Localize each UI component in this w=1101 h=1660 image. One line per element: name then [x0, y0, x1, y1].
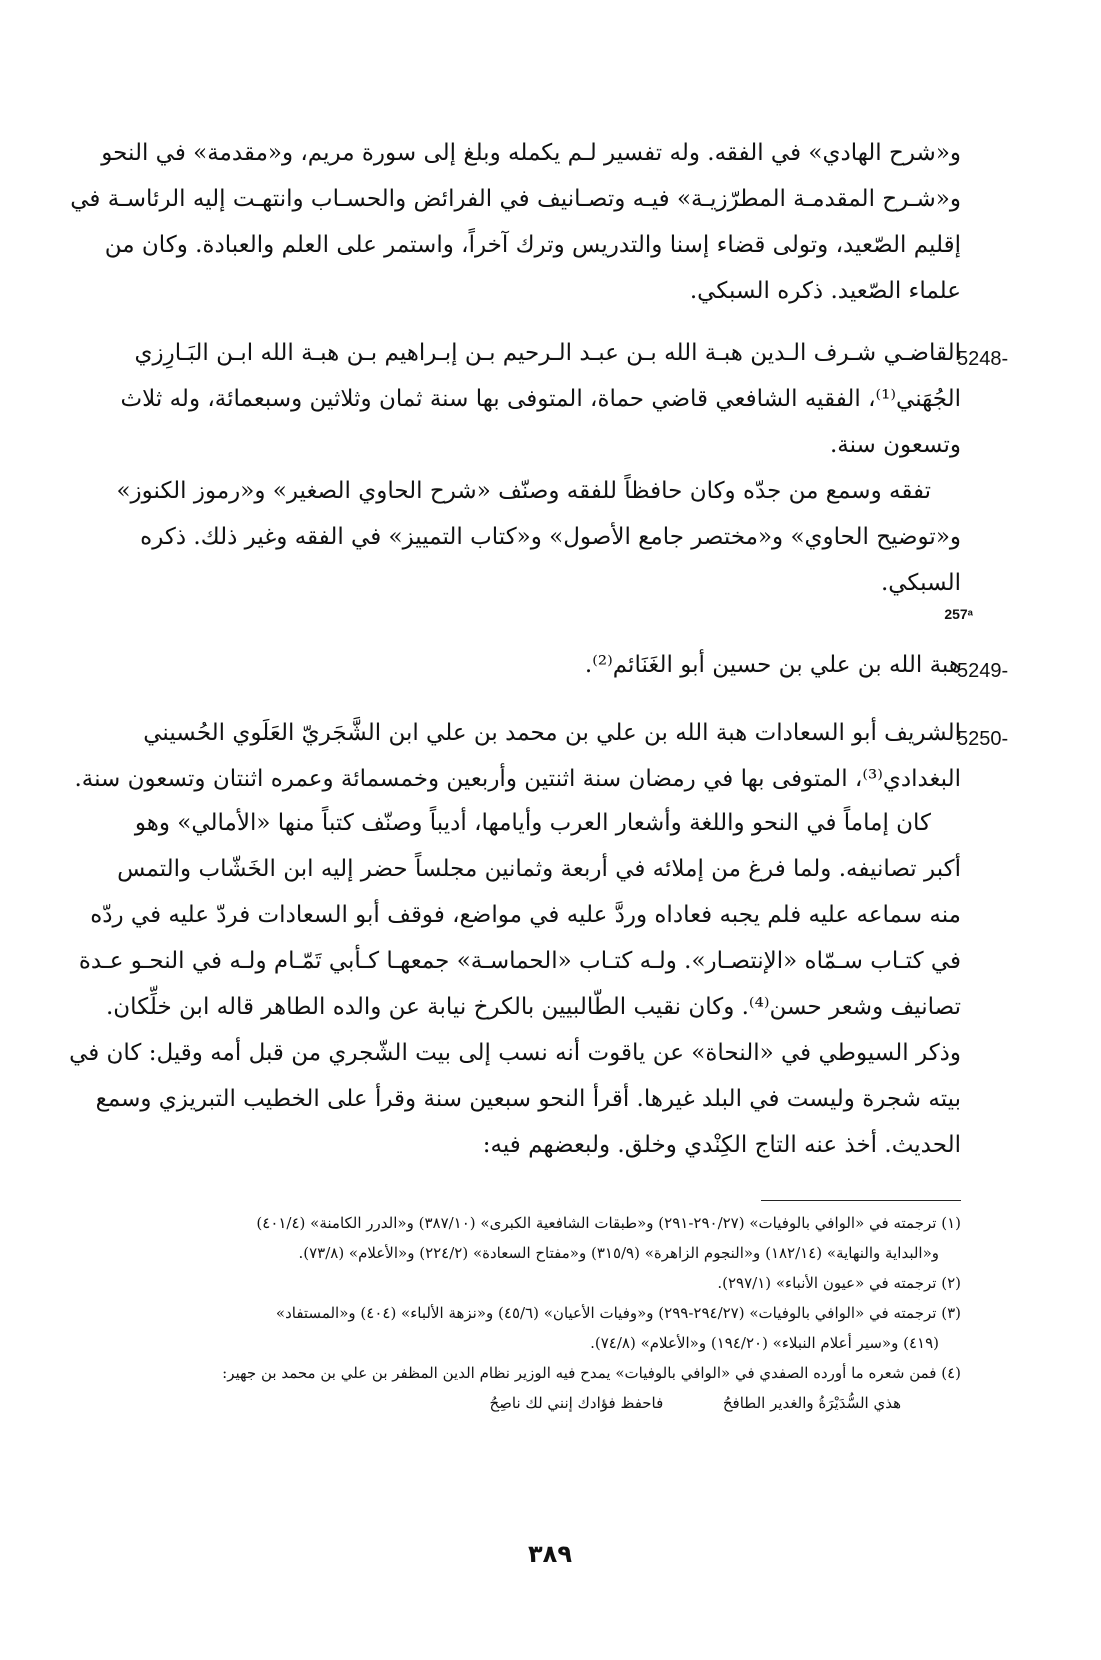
text-line: الحديث. أخذ عنه التاج الكِنْدي وخلق. ولبعضهم فيه:	[482, 1132, 961, 1158]
entry-body	[116, 468, 961, 606]
entry-heading	[74, 710, 961, 802]
footnote-separator	[761, 1200, 961, 1201]
text-line: الجُهَني⁽¹⁾، الفقيه الشافعي قاضي حماة، المتوفى بها سنة ثمان وثلاثين وسبعمائة، وله ثلاث	[120, 386, 961, 412]
text-line: منه سماعه عليه فلم يجبه فعاداه وردَّ عليه في مواضع، فوقف أبو السعادات فردّ عليه في ردّه	[90, 902, 961, 928]
text-line: بيته شجرة وليست في البلد غيرها. أقرأ النحو سبعين سنة وقرأ على الخطيب التبريزي وسمع	[95, 1086, 961, 1112]
footnote-line: (٣) ترجمته في «الوافي بالوفيات» (٢٩٤/٢٧-٢٩٩) و«وفيات الأعيان» (٤٥/٦) و«نزهة الألباء» (٤٠٤) و«المستفاد»	[275, 1304, 961, 1322]
entry-number: 5248-	[957, 348, 1009, 370]
text-line: القاضـي شـرف الـدين هبـة الله بـن عبـد الـرحيم بـن إبـراهيم بـن هبـة الله ابـن البَـارِزي	[134, 340, 961, 366]
footnote-2	[181, 1268, 961, 1298]
verse-hemistich-right: هذي السُّدَيْرَةُ والغدير الطافحُ	[722, 1394, 901, 1412]
footnote-3	[181, 1298, 961, 1358]
entry-body	[69, 800, 961, 1168]
continuation-paragraph	[70, 130, 961, 314]
text-line: علماء الصّعيد. ذكره السبكي.	[689, 278, 961, 304]
text-line: و«توضيح الحاوي» و«مختصر جامع الأصول» و«كتاب التمييز» في الفقه وغير ذلك. ذكره	[140, 524, 961, 550]
footnote-line: (٤١٩) و«سير أعلام النبلاء» (١٩٤/٢٠) و«الأعلام» (٧٤/٨).	[590, 1334, 939, 1352]
text-line: و«شـرح المقدمـة المطرّزيـة» فيـه وتصـانيف في الفرائض والحسـاب وانتهـت إليه الرئاسـة في	[70, 186, 961, 212]
text-line: في كتـاب سـمّاه «الإنتصـار». ولـه كتـاب «الحماسـة» جمعهـا كـأبي تَمّـام ولـه في النحـو عـدة	[78, 948, 961, 974]
footnote-1	[181, 1208, 961, 1268]
text-line: وتسعون سنة.	[829, 432, 961, 458]
poem-verse	[181, 1388, 961, 1418]
entry-heading	[181, 642, 961, 688]
footnote-4	[181, 1358, 961, 1418]
text-line: تفقه وسمع من جدّه وكان حافظاً للفقه وصنّف «شرح الحاوي الصغير» و«رموز الكنوز»	[116, 478, 931, 504]
entry-heading	[120, 330, 961, 468]
text-line: البغدادي⁽³⁾، المتوفى بها في رمضان سنة اثنتين وأربعين وخمسمائة وعمره اثنتان وتسعون سنة.	[74, 766, 961, 792]
text-line: كان إماماً في النحو واللغة وأشعار العرب وأيامها، أديباً وصنّف كتباً منها «الأمالي» وهو	[134, 810, 931, 836]
text-line: و«شرح الهادي» في الفقه. وله تفسير لـم يكمله وبلغ إلى سورة مريم، و«مقدمة» في النحو	[101, 140, 961, 166]
entry-number: 5250-	[957, 728, 1009, 750]
text-line: وذكر السيوطي في «النحاة» عن ياقوت أنه نسب إلى بيت الشّجري من قبل أمه وقيل: كان في	[69, 1040, 961, 1066]
text-line: تصانيف وشعر حسن⁽⁴⁾. وكان نقيب الطّالبيين بالكرخ نيابة عن والده الطاهر قاله ابن خلِّكان.	[105, 994, 961, 1020]
text-line: السبكي.	[880, 570, 961, 596]
footnote-line: (٤) فمن شعره ما أورده الصفدي في «الوافي بالوفيات» يمدح فيه الوزير نظام الدين المظفر بن علي بن محمد بن جهير:	[222, 1364, 961, 1382]
footnotes	[181, 1208, 961, 1418]
entry-number: 5249-	[957, 660, 1009, 682]
footnote-line: (١) ترجمته في «الوافي بالوفيات» (٢٩٠/٢٧-٢٩١) و«طبقات الشافعية الكبرى» (٣٨٧/١٠) و«الدرر الكامنة» (٤٠١/٤)	[256, 1214, 961, 1232]
page-number: ٣٨٩	[528, 1540, 572, 1568]
text-line: إقليم الصّعيد، وتولى قضاء إسنا والتدريس وترك آخراً، واستمر على العلم والعبادة. وكان من	[104, 232, 961, 258]
footnote-line: و«البداية والنهاية» (١٨٢/١٤) و«النجوم الزاهرة» (٣١٥/٩) و«مفتاح السعادة» (٢٢٤/٢) و«الأعلام» (٧٣/٨).	[298, 1244, 939, 1262]
footnote-line: (٢) ترجمته في «عيون الأنباء» (٢٩٧/١).	[717, 1274, 961, 1292]
folio-marker: 257ᵃ	[944, 606, 973, 622]
text-line: هبة الله بن علي بن حسين أبو الغَنَائم⁽²⁾.	[584, 652, 961, 678]
text-line: الشريف أبو السعادات هبة الله بن علي بن محمد بن علي ابن الشَّجَريّ العَلَوي الحُسيني	[143, 720, 961, 746]
verse-hemistich-left: فاحفظ فؤادك إنني لك ناصِحُ	[489, 1394, 664, 1412]
text-line: أكبر تصانيفه. ولما فرغ من إملائه في أربعة وثمانين مجلساً حضر إليه ابن الخَشّاب والتمس	[117, 856, 961, 882]
